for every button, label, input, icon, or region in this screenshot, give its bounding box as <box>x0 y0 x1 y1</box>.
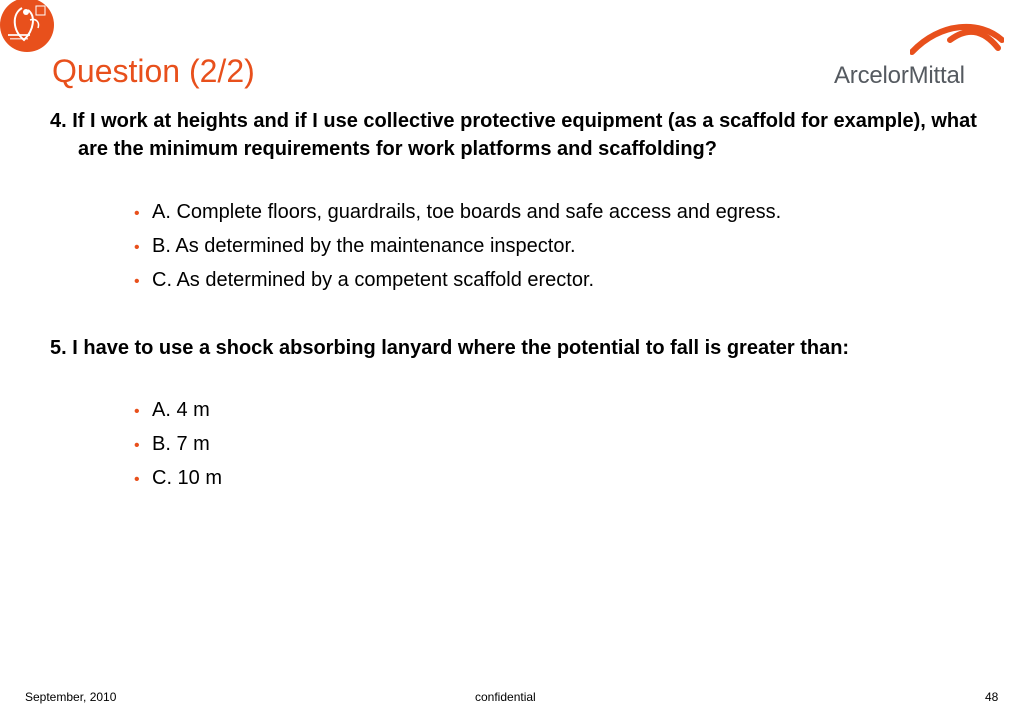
company-logo <box>834 18 1004 90</box>
answer-item <box>134 229 781 263</box>
answer-text: C. As determined by a competent scaffold erector. <box>152 269 595 291</box>
answer-text: B. 7 m <box>152 433 210 455</box>
bullet-icon: • <box>134 437 140 454</box>
bullet-icon: • <box>134 403 140 420</box>
question-5: 5. I have to use a shock absorbing lanyard where the potential to fall is greater than: <box>50 337 850 359</box>
answer-text: B. As determined by the maintenance inspector. <box>152 235 576 257</box>
answer-item <box>134 263 781 297</box>
answer-item <box>134 393 222 427</box>
answer-item <box>134 195 781 229</box>
answer-text: A. 4 m <box>152 399 210 421</box>
question-5-answers <box>134 393 222 495</box>
company-wordmark: ArcelorMittal <box>834 62 965 89</box>
footer-confidential: confidential <box>475 690 536 704</box>
bullet-icon: • <box>134 471 140 488</box>
question-4-answers <box>134 195 781 297</box>
answer-text: A. Complete floors, guardrails, toe boards and safe access and egress. <box>152 201 782 223</box>
bullet-icon: • <box>134 239 140 256</box>
bullet-icon: • <box>134 205 140 222</box>
answer-item <box>134 461 222 495</box>
arcelormittal-arc-icon <box>910 18 1004 58</box>
page-number: 48 <box>985 690 999 704</box>
answer-item <box>134 427 222 461</box>
health-safety-logo-icon <box>0 0 54 54</box>
question-4: 4. If I work at heights and if I use collective protective equipment (as a scaffold for example), what are the minimum requirements for work platforms and scaffolding? <box>50 110 977 160</box>
footer-date: September, 2010 <box>25 690 117 704</box>
answer-text: C. 10 m <box>152 467 223 489</box>
bullet-icon: • <box>134 273 140 290</box>
slide-title: Question (2/2) <box>52 53 255 89</box>
